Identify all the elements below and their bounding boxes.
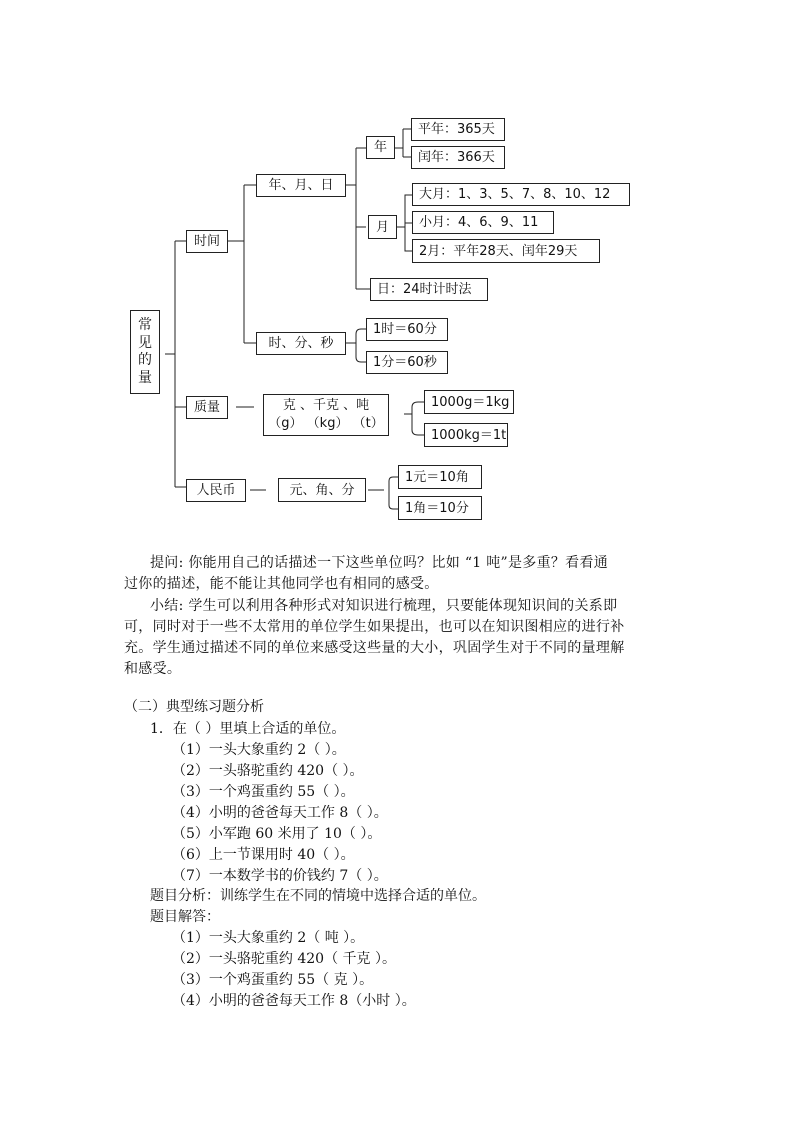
exercise-item: （5）小军跑 60 米用了 10（ ）。 <box>172 826 382 842</box>
knowledge-diagram <box>0 0 794 540</box>
money-item: 1元＝10角 <box>398 465 482 489</box>
exercise-item: （3）一个鸡蛋重约 55（ ）。 <box>172 784 355 800</box>
analysis-text: 题目分析：训练学生在不同的情境中选择合适的单位。 <box>150 888 486 904</box>
exercise-item: （6）上一节课用时 40（ ）。 <box>172 847 355 863</box>
answer-item: （4）小明的爸爸每天工作 8（小时 ）。 <box>172 993 416 1009</box>
mass-units-node <box>263 394 389 436</box>
mass-item: 1000kg＝1t <box>424 423 508 447</box>
year-item: 闰年：366天 <box>411 146 505 169</box>
month-item: 小月：4、6、9、11 <box>412 211 554 234</box>
mass-node: 质量 <box>186 396 228 419</box>
mass-item: 1000g＝1kg <box>424 390 514 414</box>
month-item: 大月：1、3、5、7、8、10、12 <box>412 183 630 206</box>
ymd-node: 年、月、日 <box>256 174 346 197</box>
root-node <box>130 310 160 394</box>
month-item: 2月：平年28天、闰年29天 <box>412 239 600 263</box>
question-line: 过你的描述，能不能让其他同学也有相同的感受。 <box>124 576 439 592</box>
year-node: 年 <box>366 136 395 159</box>
exercise-item: （2）一头骆驼重约 420（ ）。 <box>172 763 364 779</box>
summary-line: 充。学生通过描述不同的单位来感受这些量的大小，巩固学生对于不同的量理解 <box>124 640 625 656</box>
exercise-item: （7）一本数学书的价钱约 7（ ）。 <box>172 868 388 884</box>
answer-item: （3）一个鸡蛋重约 55（ 克 ）。 <box>172 972 374 988</box>
year-item: 平年：365天 <box>411 118 505 141</box>
diagram-connectors <box>0 0 794 540</box>
money-item: 1角＝10分 <box>398 496 482 520</box>
hms-item: 1分＝60秒 <box>366 351 448 374</box>
mass-units-symbols: （g） （kg） （t） <box>268 416 384 431</box>
root-char-4: 量 <box>138 369 152 386</box>
time-node: 时间 <box>186 230 228 253</box>
root-char-1: 常 <box>138 317 152 333</box>
answer-title: 题目解答： <box>150 909 220 925</box>
question-paragraph <box>124 553 680 595</box>
summary-line: 和感受。 <box>124 661 182 677</box>
money-node: 人民币 <box>186 479 246 502</box>
summary-line: 小结: 学生可以利用各种形式对知识进行梳理，只要能体现知识间的关系即 <box>150 598 618 614</box>
money-units-node: 元、角、分 <box>278 478 366 502</box>
answer-item: （2）一头骆驼重约 420（ 千克 ）。 <box>172 951 396 967</box>
section-heading: （二）典型练习题分析 <box>124 699 264 715</box>
root-char-3: 的 <box>138 352 152 368</box>
question-1: 1．在（ ）里填上合适的单位。 <box>150 721 346 737</box>
exercise-item: （1）一头大象重约 2（ ）。 <box>172 742 346 758</box>
root-char-2: 见 <box>138 334 152 351</box>
summary-line: 可，同时对于一些不太常用的单位学生如果提出，也可以在知识图相应的进行补 <box>124 619 625 635</box>
summary-paragraph <box>124 596 680 680</box>
hms-node: 时、分、秒 <box>256 332 346 355</box>
mass-units-names: 克 、千克 、吨 <box>282 397 370 413</box>
question-line: 提问: 你能用自己的话描述一下这些单位吗？比如 “1 吨”是多重？看看通 <box>150 555 609 571</box>
day-node: 日：24时计时法 <box>370 278 488 301</box>
hms-item: 1时＝60分 <box>366 318 448 341</box>
month-node: 月 <box>368 215 397 239</box>
exercise-item: （4）小明的爸爸每天工作 8（ ）。 <box>172 805 388 821</box>
answer-item: （1）一头大象重约 2（ 吨 ）。 <box>172 930 365 946</box>
